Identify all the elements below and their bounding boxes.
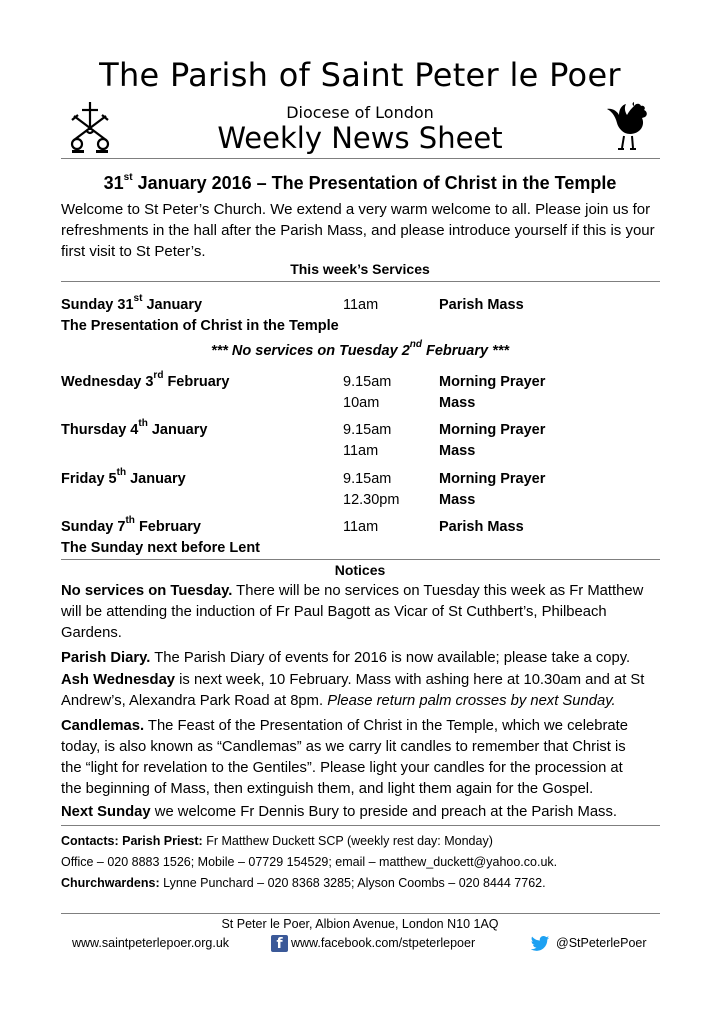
notice-ash-wednesday: Ash Wednesday is next week, 10 February. Mass with ashing here at 10.30am and at St Andrew’s, Alexandra Park Road at 8pm. Please return palm crosses by next Sunday. xyxy=(61,672,645,709)
twitter-icon xyxy=(530,935,550,953)
no-services-notice: *** No services on Tuesday 2nd February *** xyxy=(210,339,510,359)
notice-candlemas: Candlemas. The Feast of the Presentation of Christ in the Temple, which we celebrate today, is also known as “Candlemas” as we carry lit candles to remember that Christ is the “light for revelation to the Gentiles”. Please light your candles for the procession at the beginning of Mass, then extinguish them, and light them again for the Gospel. xyxy=(61,718,628,797)
contacts-block: Contacts: Parish Priest: Fr Matthew Duckett SCP (weekly rest day: Monday) Office – 020 8883 1526; Mobile – 07729 154529; email – matthew_duckett@yahoo.co.uk. Churchwardens: Lynne Punchard – 020 8368 3285; Alyson Coombs – 020 8444 7762. xyxy=(61,834,558,890)
notice-next-sunday: Next Sunday we welcome Fr Dennis Bury to preside and preach at the Parish Mass. xyxy=(61,804,617,820)
services-divider xyxy=(61,281,660,282)
sheet-heading: Weekly News Sheet xyxy=(217,121,503,155)
notices-divider xyxy=(61,559,660,560)
notice-parish-diary: Parish Diary. The Parish Diary of events for 2016 is now available; please take a copy. xyxy=(61,650,631,666)
date-heading: 31st January 2016 – The Presentation of Christ in the Temple xyxy=(103,172,617,193)
diocese-label: Diocese of London xyxy=(286,103,434,122)
facebook-link[interactable]: www.facebook.com/stpeterlepoer xyxy=(291,936,476,950)
news-sheet: The Parish of Saint Peter le Poer Diocese of London Weekly News Sheet 31st January 2016 – The Presentation of Christ in the Temple Welcome to St Peter’s Church. We extend a very warm welcome to all. Please join us for refreshments in the hall after the Parish Mass, and please introduce yourself if this is your first visit to St Peter’s. This week’s Services Sunday 31st January 11am Parish Mass The Presentation of Christ in the Temple *** No services on Tuesday 2nd February *** Wednesday 3rd February 9.15am Morning Prayer 10am Mass Thursday 4th January 9.15am Morning Prayer 11am Mass Friday 5th January 9.15am Morning Prayer 12.30pm Mass Sunday 7th February 11am Parish Mass The Sunday next before Lent Notices No services on Tuesday. There will be no services on Tuesday this week as Fr Matthew will be attending the induction of Fr Paul Bagott as Vicar of St Cuthbert’s, Philbeach Gardens. Parish Diary. The Parish Diary of events for 2016 is now available; please take a copy. Ash Wednesday is next week, 10 February. Mass with ashing here at 10.30am and at St Andrew’s, Alexandra Park Road at 8pm. Please return palm crosses by next Sunday. Candlemas. The Feast of the Presentation of Christ in the Temple, which we celebrate today, is also known as “Candlemas” as we carry lit candles to remember that Christ is the “light for revelation to the Gentiles”. Please light your candles for the procession at the beginning of Mass, then extinguish them, and light them again for the Gospel. Next Sunday we welcome Fr Dennis Bury to preside and preach at the Parish Mass. Contacts: Parish Priest: Fr Matthew Duckett SCP (weekly rest day: Monday) Office – 020 8883 1526; Mobile – 07729 154529; email – matthew_duckett@yahoo.co.uk. Churchwardens: Lynne Punchard – 020 8368 3285; Alyson Coombs – 020 8444 7762. St Peter le Poer, Albion Avenue, London N10 1AQ www.saintpeterlepoer.org.uk f www.facebook.com/stpeterlepoer @StPeterlePoer xyxy=(0,0,720,1019)
notice-no-services: No services on Tuesday. There will be no services on Tuesday this week as Fr Matthew will be attending the induction of Fr Paul Bagott as Vicar of St Cuthbert’s, Philbeach Gardens. xyxy=(61,583,644,641)
notices-heading: Notices xyxy=(334,562,386,578)
header-divider xyxy=(61,158,660,159)
footer-divider xyxy=(61,913,660,914)
facebook-icon: f xyxy=(271,935,288,952)
twitter-handle[interactable]: @StPeterlePoer xyxy=(556,936,647,950)
website-link[interactable]: www.saintpeterlepoer.org.uk xyxy=(72,936,230,950)
church-address: St Peter le Poer, Albion Avenue, London N10 1AQ xyxy=(221,917,499,931)
contacts-divider xyxy=(61,825,660,826)
welcome-paragraph: Welcome to St Peter’s Church. We extend a very warm welcome to all. Please join us for refreshments in the hall after the Parish Mass, and please introduce yourself if this is your first visit to St Peter’s. xyxy=(61,201,655,260)
parish-title: The Parish of Saint Peter le Poer xyxy=(99,56,621,94)
services-heading: This week’s Services xyxy=(290,261,430,277)
